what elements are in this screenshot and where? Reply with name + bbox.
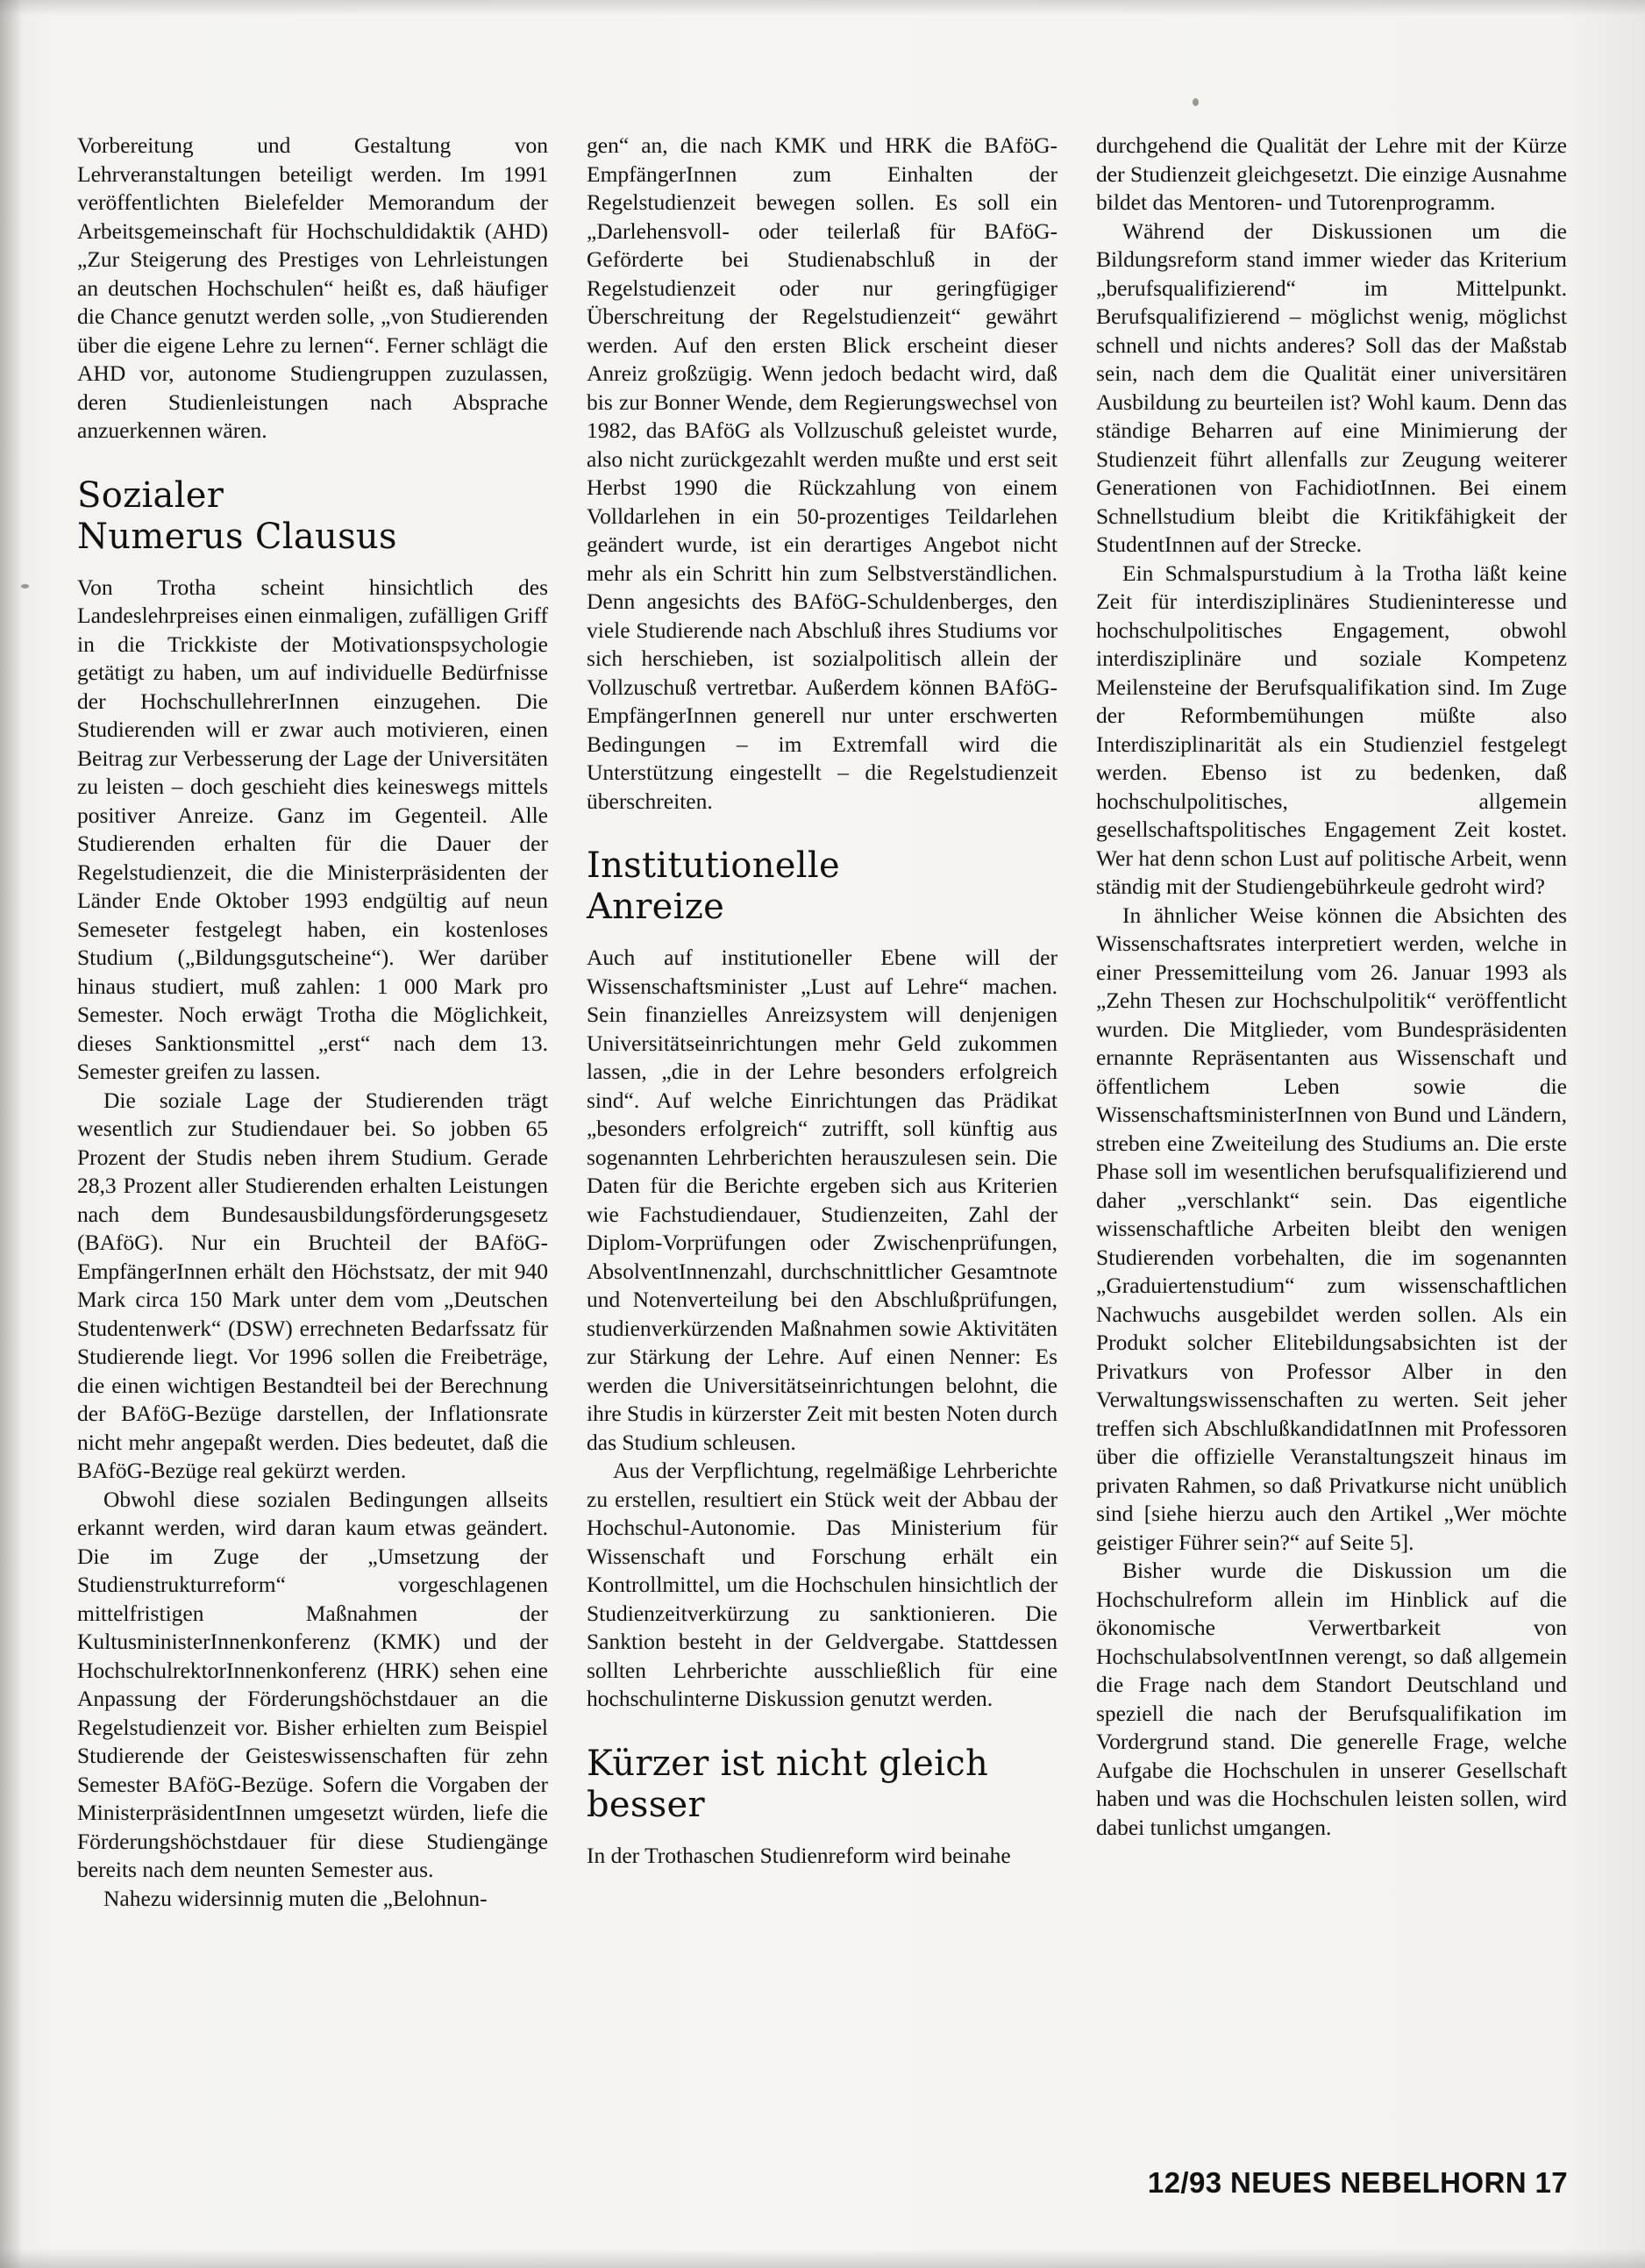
body-paragraph: Von Trotha scheint hinsichtlich des Landeslehrpreises einen einmaligen, zufälligen Griff in die Trickkiste der Motivationspsychologie getätigt zu haben, um auf individuelle Bedürfnisse der HochschullehrerInnen einzugehen. Die Studierenden will er zwar auch motivieren, einen Beitrag zur Verbesserung der Lage der Universitäten zu leisten – doch geschieht dies keineswegs mittels positiver Anreize. Ganz im Gegenteil. Alle Studierenden erhalten für die Dauer der Regelstudienzeit, die die Ministerpräsidenten der Länder Ende Oktober 1993 endgültig auf neun Semeseter festgelegt haben, ein kostenloses Studium („Bildungsgutscheine“). Wer darüber hinaus studiert, muß zahlen: 1 000 Mark pro Semester. Noch erwägt Trotha die Möglichkeit, dieses Sanktionsmittel „erst“ nach dem 13. Semester greifen zu lassen. <box>77 574 548 1084</box>
scan-speck <box>1193 98 1199 106</box>
page-footer: 12/93 NEUES NEBELHORN 17 <box>1147 2166 1568 2199</box>
text-column-left <box>77 132 548 2096</box>
body-paragraph: Nahezu widersinnig muten die „Belohnun- <box>103 1885 488 1911</box>
text-columns <box>77 132 1568 2096</box>
body-paragraph: Ein Schmalspurstudium à la Trotha läßt keine Zeit für interdisziplinäres Studieninteresse und hochschulpolitisches Engagement, obwohl interdisziplinäre und soziale Kompetenz Meilensteine der Berufsqualifikation sind. Im Zuge der Reformbemühungen müßte also Interdisziplinarität als ein Studienziel festgelegt werden. Ebenso ist zu bedenken, daß hochschulpolitisches, allgemein gesellschaftspolitisches Engagement Zeit kostet. Wer hat denn schon Lust auf politische Arbeit, wenn ständig mit der Studiengebührkeule gedroht wird? <box>1096 560 1567 899</box>
text-column-right <box>1096 132 1567 2096</box>
page-edge-shadow-top <box>0 0 1645 16</box>
body-paragraph: In ähnlicher Weise können die Absichten des Wissenschaftsrates interpretiert werden, welche in einer Pressemitteilung vom 26. Januar 1993 als „Zehn Thesen zur Hochschulpolitik“ veröffentlicht wurden. Die Mitglieder, vom Bundespräsidenten ernannte Repräsentanten aus Wissenschaft und öffentlichem Leben sowie die WissenschaftsministerInnen von Bund und Ländern, streben eine Zweiteilung des Studiums an. Die erste Phase soll im wesentlichen berufsqualifizierend und daher „verschlankt“ sein. Das eigentliche wissenschaftliche Arbeiten bleibt den wenigen Studierenden vorbehalten, die im sogenannten „Graduiertenstudium“ zum wissenschaftlichen Nachwuchs ausgebildet werden sollen. Als ein Produkt solcher Elitebildungsabsichten ist der Privatkurs von Professor Alber in den Verwaltungswissenschaften zu werten. Seit jeher treffen sich AbschlußkandidatInnen mit Professoren über die offizielle Veranstaltungszeit hinaus im privaten Rahmen, so daß Privatkurse nicht unüblich sind [siehe hierzu auch den Artikel „Wer möchte geistiger Führer sein?“ auf Seite 5]. <box>1096 902 1567 1555</box>
section-heading: Kürzer ist nicht gleich besser <box>587 1743 989 1825</box>
section-heading: Sozialer Numerus Clausus <box>77 474 397 557</box>
body-paragraph: Die soziale Lage der Studierenden trägt wesentlich zur Studiendauer bei. So jobben 65 Prozent der Studis neben ihrem Studium. Gerade 28,3 Prozent aller Studierenden erhalten Leistungen nach dem Bundesausbildungsförderungsgesetz (BAföG). Nur ein Bruchteil der BAföG-EmpfängerInnen erhält den Höchstsatz, der mit 940 Mark circa 150 Mark unter dem vom „Deutschen Studentenwerk“ (DSW) errechneten Bedarfssatz für Studierende liegt. Vor 1996 sollen die Freibeträge, die einen wichtigen Bestandteil bei der Berechnung der BAföG-Bezüge darstellen, der Inflationsrate nicht mehr angepaßt werden. Dies bedeutet, daß die BAföG-Bezüge real gekürzt werden. <box>77 1087 548 1483</box>
page-edge-shadow-left <box>0 0 23 2268</box>
scan-speck <box>21 584 29 588</box>
text-column-middle <box>587 132 1058 2096</box>
body-paragraph: Obwohl diese sozialen Bedingungen allseits erkannt werden, wird daran kaum etwas geändert. Die im Zuge der „Umsetzung der Studienstrukturreform“ vorgeschlagenen mittelfristigen Maßnahmen der KultusministerInnenkonferenz (KMK) und der HochschulrektorInnenkonferenz (HRK) sehen eine Anpassung der Förderungshöchstdauer an die Regelstudienzeit vor. Bisher erhielten zum Beispiel Studierende der Geisteswissenschaften für zehn Semester BAföG-Bezüge. Sofern die Vorgaben der MinisterpräsidentInnen umgesetzt würden, liefe die Förderungshöchstdauer für diese Studiengänge bereits nach dem neunten Semester aus. <box>77 1486 548 1882</box>
section-heading: Institutionelle Anreize <box>587 845 840 927</box>
body-paragraph: Bisher wurde die Diskussion um die Hochschulreform allein im Hinblick auf die ökonomische Verwertbarkeit von HochschulabsolventInnen verengt, so daß allgemein die Frage nach dem Standort Deutschland und speziell die nach der Berufsqualifikation im Vordergrund stand. Die generelle Frage, welche Aufgabe die Hochschulen in unserer Gesellschaft haben und was die Hochschulen leisten sollen, wird dabei tunlichst umgangen. <box>1096 1558 1567 1840</box>
article-body <box>77 132 1568 2096</box>
body-paragraph: Vorbereitung und Gestaltung von Lehrveranstaltungen beteiligt werden. Im 1991 veröffentlichten Bielefelder Memorandum der Arbeitsgemeinschaft für Hochschuldidaktik (AHD) „Zur Steigerung des Prestiges von Lehrleistungen an deutschen Hochschulen“ heißt es, daß häufiger die Chance genutzt werden solle, „von Studierenden über die eigene Lehre zu lernen“. Ferner schlägt die AHD vor, autonome Studiengruppen zuzulassen, deren Studienleistungen nach Absprache anzuerkennen wären. <box>77 132 548 443</box>
page-edge-shadow-bottom <box>0 2249 1645 2268</box>
body-paragraph: gen“ an, die nach KMK und HRK die BAföG-EmpfängerInnen zum Einhalten der Regelstudienzeit bewegen sollen. Es soll ein „Darlehensvoll- oder teilerlaß für BAföG-Geförderte bei Studienabschluß in der Regelstudienzeit oder nur geringfügiger Überschreitung der Regelstudienzeit“ gewährt werden. Auf den ersten Blick erscheint dieser Anreiz großzügig. Wenn jedoch bedacht wird, daß bis zur Bonner Wende, dem Regierungswechsel von 1982, das BAföG als Vollzuschuß geleistet wurde, also nicht zurückgezahlt werden mußte und erst seit Herbst 1990 die Rückzahlung von einem Volldarlehen in ein 50-prozentiges Teildarlehen geändert wurde, ist ein derartiges Angebot nicht mehr als ein Schritt hin zum Selbstverständlichen. Denn angesichts des BAföG-Schuldenberges, den viele Studierende nach Abschluß ihres Studiums vor sich herschieben, ist sozialpolitisch allein der Vollzuschuß vertretbar. Außerdem können BAföG-EmpfängerInnen generell nur unter erschwerten Bedingungen – im Extremfall wird die Unterstützung eingestellt – die Regelstudienzeit überschreiten. <box>587 132 1058 814</box>
body-paragraph: Während der Diskussionen um die Bildungsreform stand immer wieder das Kriterium „berufsqualifizierend“ im Mittelpunkt. Berufsqualifizierend – möglichst wenig, möglichst schnell und nichts anderes? Soll das der Maßstab sein, nach dem die Qualität einer universitären Ausbildung zu beurteilen ist? Wohl kaum. Denn das ständige Beharren auf eine Minimierung der Studienzeit führt allenfalls zur Zeugung weiterer Generationen von FachidiotInnen. Bei einem Schnellstudium bleibt die Kritikfähigkeit der StudentInnen auf der Strecke. <box>1096 218 1567 557</box>
body-paragraph: Aus der Verpflichtung, regelmäßige Lehrberichte zu erstellen, resultiert ein Stück weit der Abbau der Hochschul-Autonomie. Das Ministerium für Wissenschaft und Forschung erhält ein Kontrollmittel, um die Hochschulen hinsichtlich der Studienzeitverkürzung zu sanktionieren. Die Sanktion besteht in der Geldvergabe. Stattdessen sollten Lehrberichte ausschließlich für eine hochschulinterne Diskussion genutzt werden. <box>587 1458 1058 1711</box>
body-paragraph: Auch auf institutioneller Ebene will der Wissenschaftsminister „Lust auf Lehre“ machen. Sein finanzielles Anreizsystem will denjenigen Universitätseinrichtungen mehr Geld zukommen lassen, „die in der Lehre besonders erfolgreich sind“. Auf welche Einrichtungen das Prädikat „besonders erfolgreich“ zutrifft, soll künftig aus sogenannten Lehrberichten herauszulesen sein. Die Daten für die Berichte ergeben sich aus Kriterien wie Fachstudiendauer, Studienzeiten, Zahl der Diplom-Vorprüfungen oder Zwischenprüfungen, AbsolventInnenzahl, durchschnittlicher Gesamtnote und Notenverteilung bei den Abschlußprüfungen, studienverkürzenden Maßnahmen sowie Aktivitäten zur Stärkung der Lehre. Auf einen Nenner: Es werden die Universitätseinrichtungen belohnt, die ihre Studis in kürzerster Zeit mit besten Noten durch das Studium schleusen. <box>587 945 1058 1455</box>
body-paragraph: In der Trothaschen Studienreform wird beinahe <box>587 1842 1011 1868</box>
body-paragraph: durchgehend die Qualität der Lehre mit der Kürze der Studienzeit gleichgesetzt. Die einzige Ausnahme bildet das Mentoren- und Tutorenprogramm. <box>1096 132 1567 215</box>
